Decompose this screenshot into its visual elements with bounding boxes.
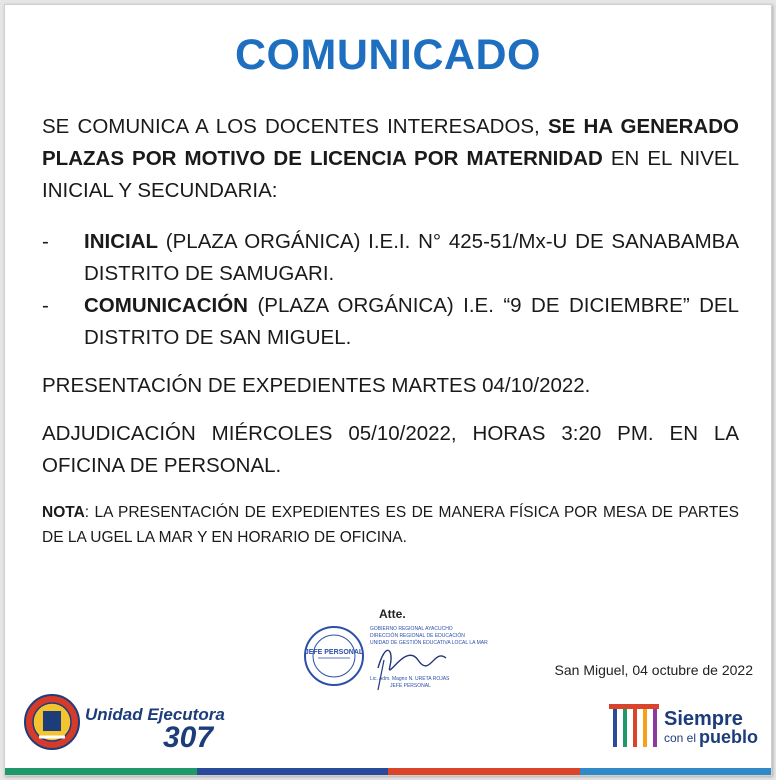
stamp-role: JEFE PERSONAL bbox=[390, 683, 431, 689]
stripe-segment bbox=[580, 768, 772, 775]
adjudication-paragraph: ADJUDICACIÓN MIÉRCOLES 05/10/2022, HORAS 3:20 PM. EN LA OFICINA DE PERSONAL. bbox=[42, 422, 739, 477]
bullet-level: COMUNICACIÓN bbox=[84, 294, 248, 317]
list-item bbox=[42, 290, 739, 354]
list-item bbox=[42, 226, 739, 290]
intro-text-1: SE COMUNICA A LOS DOCENTES INTERESADOS, bbox=[42, 115, 548, 138]
seal-text: JEFE PERSONAL bbox=[304, 649, 364, 656]
note-paragraph bbox=[42, 500, 739, 550]
stripe-segment bbox=[5, 768, 197, 775]
footer-stripe bbox=[5, 768, 771, 775]
stripe-segment bbox=[197, 768, 389, 775]
bullet-dash: - bbox=[42, 294, 49, 317]
siempre-pueblo-logo-icon bbox=[607, 702, 661, 752]
stamp-line: GOBIERNO REGIONAL AYACUCHO bbox=[370, 626, 453, 632]
ugel-emblem-icon bbox=[23, 693, 81, 751]
slogan-main: Siempre bbox=[664, 708, 743, 730]
intro-paragraph bbox=[42, 111, 739, 207]
bullet-text: (PLAZA ORGÁNICA) I.E. “9 DE DICIEMBRE” DEL DISTRITO DE SAN MIGUEL. bbox=[84, 294, 739, 349]
slogan-bold: pueblo bbox=[699, 727, 758, 747]
note-text: : LA PRESENTACIÓN DE EXPEDIENTES ES DE MANERA FÍSICA POR MESA DE PARTES DE LA UGEL LA MAR Y EN HORARIO DE OFICINA. bbox=[42, 504, 739, 546]
stamp-signer: Lic. Adm. Magno N. URETA ROJAS bbox=[370, 676, 450, 682]
page-title: COMUNICADO bbox=[235, 31, 541, 79]
bullet-level: INICIAL bbox=[84, 230, 159, 253]
round-seal-icon bbox=[303, 625, 365, 687]
note-label: NOTA bbox=[42, 504, 85, 521]
slogan-small: con el bbox=[664, 731, 697, 745]
vacancy-list bbox=[42, 226, 739, 354]
executing-unit-number: 307 bbox=[163, 721, 214, 754]
stamp-line: DIRECCIÓN REGIONAL DE EDUCACIÓN bbox=[370, 633, 465, 639]
executing-unit-label: Unidad Ejecutora bbox=[85, 705, 225, 724]
bullet-dash: - bbox=[42, 230, 49, 253]
stripe-segment bbox=[388, 768, 580, 775]
intro-text-2: EN EL NIVEL INICIAL Y SECUNDARIA: bbox=[42, 147, 739, 202]
closing-atte: Atte. bbox=[379, 607, 406, 621]
intro-text-bold: SE HA GENERADO PLAZAS POR MOTIVO DE LICENCIA POR MATERNIDAD bbox=[42, 115, 739, 170]
presentation-paragraph: PRESENTACIÓN DE EXPEDIENTES MARTES 04/10/2022. bbox=[42, 374, 591, 397]
document-date: San Miguel, 04 octubre de 2022 bbox=[554, 662, 753, 678]
document-page bbox=[4, 4, 772, 776]
signature-stamp-icon bbox=[360, 620, 488, 692]
bullet-text: (PLAZA ORGÁNICA) I.E.I. N° 425-51/Mx-U DE SANABAMBA DISTRITO DE SAMUGARI. bbox=[84, 230, 739, 285]
stamp-line: UNIDAD DE GESTIÓN EDUCATIVA LOCAL LA MAR bbox=[370, 640, 488, 646]
